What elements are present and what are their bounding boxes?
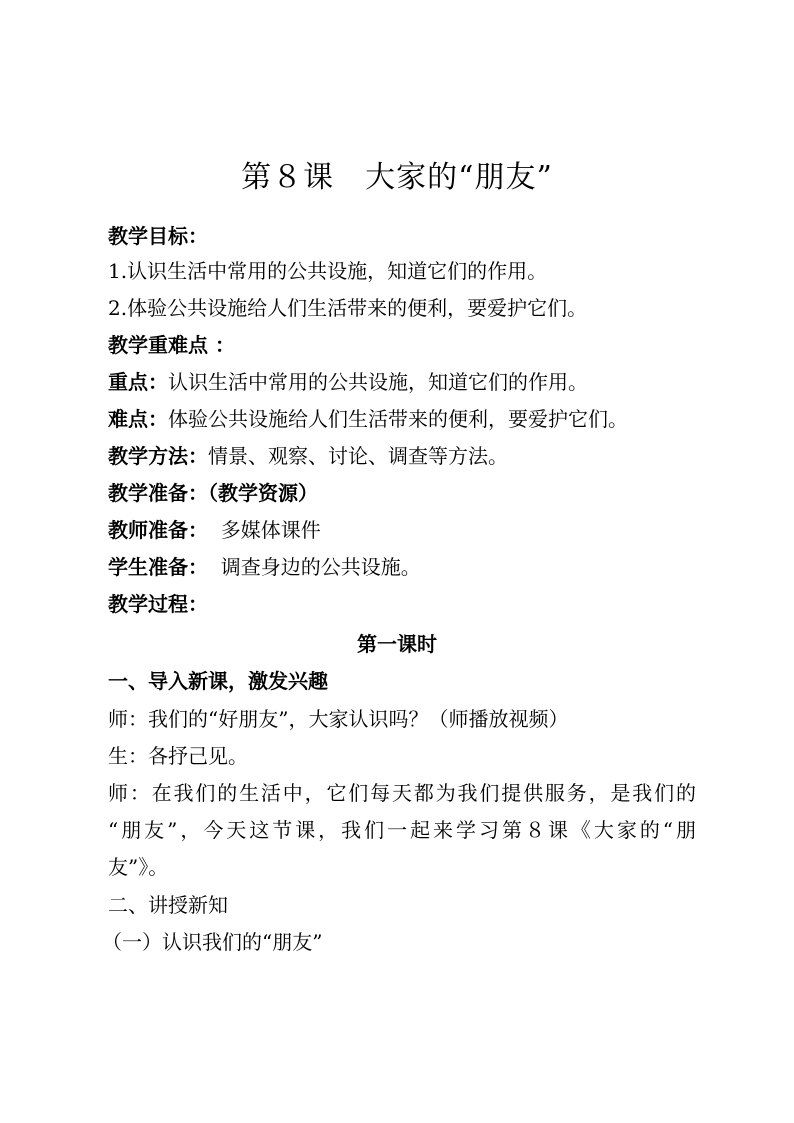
difficult-point-row xyxy=(108,405,708,433)
objective-item-2: 2.体验公共设施给人们生活带来的便利，要爱护它们。 xyxy=(108,296,588,320)
methods-text: 情景、观察、讨论、调查等方法。 xyxy=(208,444,508,468)
teacher-preparation-label: 教师准备： xyxy=(108,518,208,542)
dialog-line-3: 师：在我们的生活中，它们每天都为我们提供服务，是我们的 xyxy=(108,781,696,805)
student-preparation-text: 调查身边的公共设施。 xyxy=(208,555,421,579)
objective-item-1: 1.认识生活中常用的公共设施，知道它们的作用。 xyxy=(108,259,548,283)
dialog-line-4: “朋友”，今天这节课，我们一起来学习第８课《大家的“朋 xyxy=(108,818,696,842)
key-point-row xyxy=(108,368,708,396)
subsection-heading-1: （一）认识我们的“朋友” xyxy=(102,930,323,954)
methods-row xyxy=(108,442,708,470)
section-heading-1: 一、导入新课，激发兴趣 xyxy=(108,669,328,693)
key-point-text: 认识生活中常用的公共设施，知道它们的作用。 xyxy=(168,370,588,394)
teacher-preparation-text: 多媒体课件 xyxy=(208,518,321,542)
dialog-line-5: 友”》。 xyxy=(108,855,169,879)
lesson-title: 第８课 大家的“朋友” xyxy=(241,160,553,195)
difficult-point-text: 体验公共设施给人们生活带来的便利，要爱护它们。 xyxy=(168,407,628,431)
dialog-line-1: 师：我们的“好朋友”，大家认识吗？（师播放视频） xyxy=(108,707,569,731)
methods-label: 教学方法： xyxy=(108,444,208,468)
process-heading: 教学过程： xyxy=(108,592,208,616)
student-preparation-row xyxy=(108,553,708,581)
dialog-line-2: 生：各抒己见。 xyxy=(108,744,248,768)
key-point-label: 重点： xyxy=(108,370,168,394)
student-preparation-label: 学生准备： xyxy=(108,555,208,579)
section-heading-2: 二、讲授新知 xyxy=(108,893,228,917)
key-difficult-heading: 教学重难点 ： xyxy=(108,333,235,357)
session-title: 第一课时 xyxy=(357,632,437,656)
teacher-preparation-row xyxy=(108,516,708,544)
difficult-point-label: 难点： xyxy=(108,407,168,431)
objectives-heading: 教学目标： xyxy=(108,224,208,248)
preparation-heading: 教学准备：（教学资源） xyxy=(108,481,318,505)
